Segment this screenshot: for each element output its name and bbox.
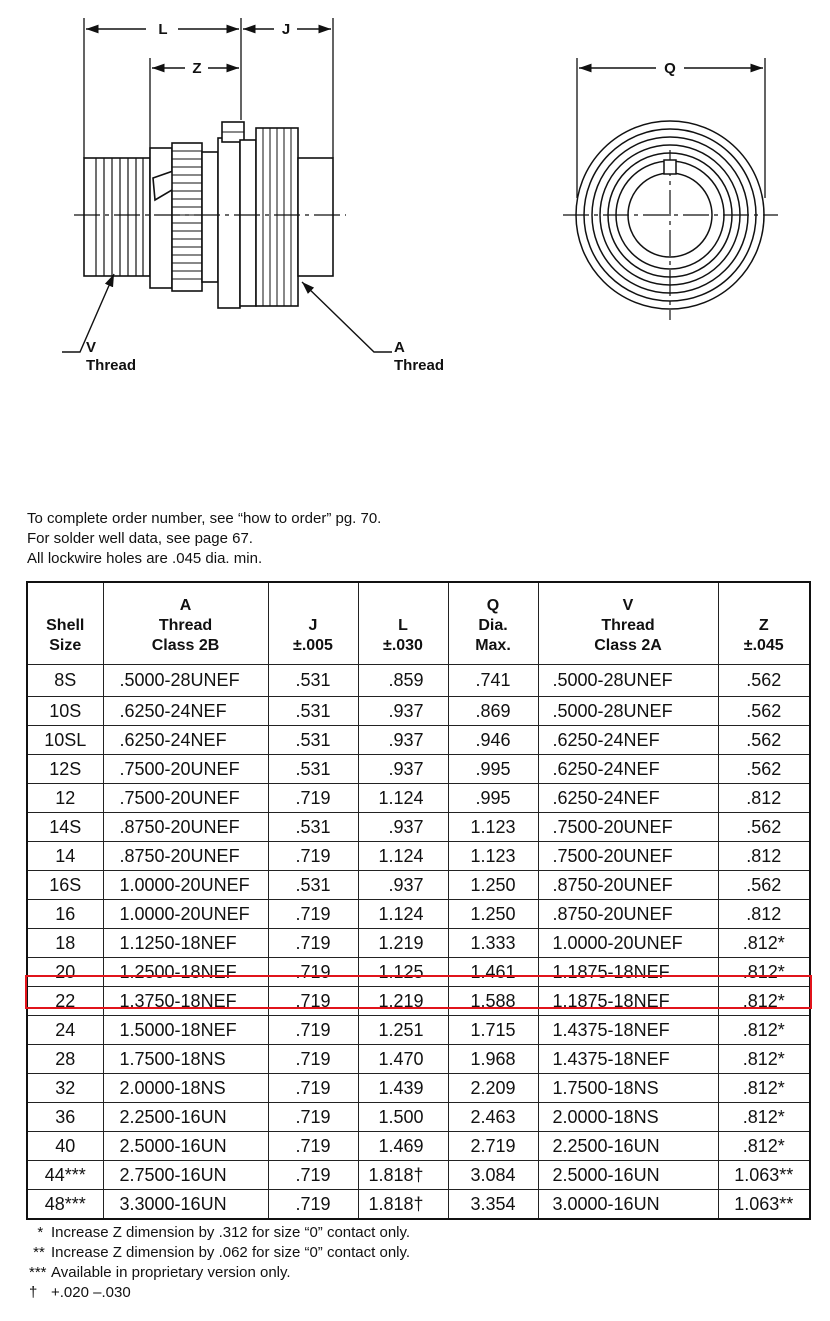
cell-q-dia: .995 <box>448 784 538 813</box>
footnote <box>29 1223 410 1243</box>
connector-drawing <box>0 0 830 470</box>
cell-shell-size: 12S <box>27 755 103 784</box>
header-line: J <box>308 617 318 634</box>
cell-shell-size: 48*** <box>27 1190 103 1220</box>
cell-a-thread: .6250-24NEF <box>103 726 268 755</box>
cell-z: .562 <box>718 697 810 726</box>
cell-l: 1.818† <box>358 1161 448 1190</box>
cell-shell-size: 18 <box>27 929 103 958</box>
footnote <box>29 1283 410 1303</box>
cell-v-thread: .8750-20UNEF <box>538 871 718 900</box>
cell-q-dia: .946 <box>448 726 538 755</box>
callout-a-word: Thread <box>394 357 445 374</box>
dim-label-z: Z <box>192 60 202 77</box>
cell-a-thread: 2.5000-16UN <box>103 1132 268 1161</box>
header-line: Class 2A <box>594 637 662 654</box>
cell-v-thread: 1.7500-18NS <box>538 1074 718 1103</box>
table-header <box>27 582 810 665</box>
cell-j: .719 <box>268 1045 358 1074</box>
cell-v-thread: .7500-20UNEF <box>538 813 718 842</box>
cell-v-thread: 1.0000-20UNEF <box>538 929 718 958</box>
cell-l: 1.818† <box>358 1190 448 1220</box>
cell-j: .531 <box>268 697 358 726</box>
table-row <box>27 1074 810 1103</box>
table-row <box>27 1016 810 1045</box>
cell-v-thread: 2.0000-18NS <box>538 1103 718 1132</box>
cell-q-dia: 1.715 <box>448 1016 538 1045</box>
cell-a-thread: 1.0000-20UNEF <box>103 900 268 929</box>
header-shell-size <box>27 582 103 665</box>
cell-a-thread: 1.7500-18NS <box>103 1045 268 1074</box>
table-row <box>27 842 810 871</box>
cell-v-thread: 2.2500-16UN <box>538 1132 718 1161</box>
cell-v-thread: 1.1875-18NEF <box>538 987 718 1016</box>
cell-q-dia: 1.968 <box>448 1045 538 1074</box>
footnote-symbol: * <box>29 1224 44 1241</box>
header-a-thread <box>103 582 268 665</box>
header-line: Z <box>758 617 769 634</box>
footnote-symbol: ** <box>29 1244 45 1261</box>
cell-shell-size: 14 <box>27 842 103 871</box>
header-row <box>27 582 810 665</box>
cell-z: .812 <box>718 842 810 871</box>
cell-q-dia: 1.123 <box>448 842 538 871</box>
cell-z: .562 <box>718 665 810 697</box>
callout-v-letter: V <box>86 339 97 356</box>
cell-q-dia: .995 <box>448 755 538 784</box>
header-v-thread <box>538 582 718 665</box>
cell-z: .812* <box>718 1132 810 1161</box>
footnote-symbol: † <box>29 1284 38 1301</box>
cell-q-dia: 1.250 <box>448 871 538 900</box>
cell-l: .937 <box>358 755 448 784</box>
cell-q-dia: 2.463 <box>448 1103 538 1132</box>
cell-j: .719 <box>268 987 358 1016</box>
cell-a-thread: 1.3750-18NEF <box>103 987 268 1016</box>
cell-v-thread: 1.1875-18NEF <box>538 958 718 987</box>
cell-shell-size: 16 <box>27 900 103 929</box>
header-line: L <box>398 617 408 634</box>
cell-q-dia: 1.123 <box>448 813 538 842</box>
table-row <box>27 1161 810 1190</box>
cell-z: .812 <box>718 784 810 813</box>
cell-shell-size: 8S <box>27 665 103 697</box>
cell-z: .812* <box>718 1016 810 1045</box>
cell-a-thread: .7500-20UNEF <box>103 755 268 784</box>
cell-z: .812* <box>718 1074 810 1103</box>
cell-v-thread: .7500-20UNEF <box>538 842 718 871</box>
cell-j: .719 <box>268 842 358 871</box>
cell-v-thread: .6250-24NEF <box>538 726 718 755</box>
cell-v-thread: .6250-24NEF <box>538 755 718 784</box>
cell-z: .812* <box>718 929 810 958</box>
cell-a-thread: .6250-24NEF <box>103 697 268 726</box>
cell-q-dia: 1.250 <box>448 900 538 929</box>
cell-z: .812* <box>718 987 810 1016</box>
cell-a-thread: 2.2500-16UN <box>103 1103 268 1132</box>
cell-shell-size: 28 <box>27 1045 103 1074</box>
cell-a-thread: .7500-20UNEF <box>103 784 268 813</box>
cell-shell-size: 24 <box>27 1016 103 1045</box>
note-line: All lockwire holes are .045 dia. min. <box>27 550 263 567</box>
header-z <box>718 582 810 665</box>
cell-j: .719 <box>268 1074 358 1103</box>
cell-v-thread: 3.0000-16UN <box>538 1190 718 1220</box>
header-line: Thread <box>158 617 213 634</box>
cell-l: 1.469 <box>358 1132 448 1161</box>
cell-l: 1.124 <box>358 900 448 929</box>
header-l <box>358 582 448 665</box>
cell-j: .719 <box>268 900 358 929</box>
header-line: Thread <box>601 617 655 634</box>
header-line: ±.005 <box>293 637 333 654</box>
table-row <box>27 929 810 958</box>
cell-v-thread: .6250-24NEF <box>538 784 718 813</box>
header-j <box>268 582 358 665</box>
table-row <box>27 755 810 784</box>
table-row <box>27 813 810 842</box>
cell-z: .812* <box>718 958 810 987</box>
cell-q-dia: 1.461 <box>448 958 538 987</box>
cell-z: .562 <box>718 871 810 900</box>
cell-shell-size: 16S <box>27 871 103 900</box>
cell-v-thread: 1.4375-18NEF <box>538 1016 718 1045</box>
cell-j: .531 <box>268 755 358 784</box>
cell-l: 1.124 <box>358 842 448 871</box>
cell-q-dia: 1.333 <box>448 929 538 958</box>
header-line: Q <box>486 597 500 614</box>
cell-shell-size: 36 <box>27 1103 103 1132</box>
cell-a-thread: 3.3000-16UN <box>103 1190 268 1220</box>
header-line: Class 2B <box>151 637 220 654</box>
cell-shell-size: 10S <box>27 697 103 726</box>
cell-a-thread: 1.5000-18NEF <box>103 1016 268 1045</box>
footnotes <box>29 1223 410 1303</box>
footnote-text: Increase Z dimension by .312 for size “0” contact only. <box>51 1224 411 1241</box>
cell-a-thread: 1.2500-18NEF <box>103 958 268 987</box>
cell-l: .859 <box>358 665 448 697</box>
cell-j: .531 <box>268 665 358 697</box>
cell-v-thread: .8750-20UNEF <box>538 900 718 929</box>
footnote-symbol: *** <box>29 1264 47 1281</box>
cell-l: 1.500 <box>358 1103 448 1132</box>
callout-v-word: Thread <box>86 357 137 374</box>
cell-v-thread: .5000-28UNEF <box>538 665 718 697</box>
cell-shell-size: 14S <box>27 813 103 842</box>
cell-shell-size: 12 <box>27 784 103 813</box>
cell-shell-size: 22 <box>27 987 103 1016</box>
cell-l: 1.125 <box>358 958 448 987</box>
cell-z: .812* <box>718 1103 810 1132</box>
order-notes <box>27 509 381 569</box>
cell-a-thread: 1.0000-20UNEF <box>103 871 268 900</box>
cell-l: .937 <box>358 726 448 755</box>
table-row <box>27 987 810 1016</box>
table-row <box>27 958 810 987</box>
header-line: Size <box>49 637 82 654</box>
cell-shell-size: 20 <box>27 958 103 987</box>
cell-j: .719 <box>268 1190 358 1220</box>
cell-j: .531 <box>268 871 358 900</box>
cell-l: .937 <box>358 697 448 726</box>
footnote <box>29 1263 410 1283</box>
note-line: For solder well data, see page 67. <box>27 530 253 547</box>
header-line: ±.030 <box>383 637 423 654</box>
cell-l: .937 <box>358 813 448 842</box>
callout-a-letter: A <box>394 339 405 356</box>
footnote-text: Available in proprietary version only. <box>51 1264 291 1281</box>
cell-j: .531 <box>268 726 358 755</box>
cell-z: .812* <box>718 1045 810 1074</box>
cell-j: .531 <box>268 813 358 842</box>
cell-q-dia: 2.209 <box>448 1074 538 1103</box>
cell-q-dia: .869 <box>448 697 538 726</box>
footnote-text: +.020 –.030 <box>51 1284 131 1301</box>
cell-l: 1.470 <box>358 1045 448 1074</box>
cell-j: .719 <box>268 1161 358 1190</box>
cell-a-thread: 1.1250-18NEF <box>103 929 268 958</box>
cell-a-thread: .8750-20UNEF <box>103 813 268 842</box>
cell-l: .937 <box>358 871 448 900</box>
note-line: To complete order number, see “how to order” pg. 70. <box>27 510 382 527</box>
dim-label-j: J <box>281 21 291 38</box>
table-row <box>27 871 810 900</box>
cell-q-dia: .741 <box>448 665 538 697</box>
cell-a-thread: 2.0000-18NS <box>103 1074 268 1103</box>
cell-l: 1.219 <box>358 929 448 958</box>
cell-v-thread: 1.4375-18NEF <box>538 1045 718 1074</box>
table-row <box>27 1045 810 1074</box>
table-row <box>27 726 810 755</box>
dim-label-q: Q <box>664 60 676 77</box>
cell-shell-size: 10SL <box>27 726 103 755</box>
header-line: ±.045 <box>743 637 784 654</box>
cell-j: .719 <box>268 929 358 958</box>
cell-j: .719 <box>268 1132 358 1161</box>
header-q-dia <box>448 582 538 665</box>
table-row <box>27 665 810 697</box>
cell-z: .562 <box>718 726 810 755</box>
header-line: A <box>179 597 192 614</box>
cell-a-thread: .5000-28UNEF <box>103 665 268 697</box>
cell-j: .719 <box>268 784 358 813</box>
cell-shell-size: 44*** <box>27 1161 103 1190</box>
cell-shell-size: 32 <box>27 1074 103 1103</box>
cell-j: .719 <box>268 1103 358 1132</box>
footnote <box>29 1243 410 1263</box>
cell-q-dia: 2.719 <box>448 1132 538 1161</box>
cell-l: 1.124 <box>358 784 448 813</box>
table-row <box>27 697 810 726</box>
cell-l: 1.219 <box>358 987 448 1016</box>
dimension-table <box>26 581 811 1220</box>
dimension-lines <box>86 29 763 68</box>
header-line: Shell <box>46 617 85 634</box>
dim-label-l: L <box>158 21 168 38</box>
cell-v-thread: 2.5000-16UN <box>538 1161 718 1190</box>
cell-z: .562 <box>718 813 810 842</box>
cell-q-dia: 3.354 <box>448 1190 538 1220</box>
table-body <box>27 665 810 1220</box>
header-line: Dia. <box>478 617 508 634</box>
table-row <box>27 784 810 813</box>
cell-j: .719 <box>268 958 358 987</box>
cell-shell-size: 40 <box>27 1132 103 1161</box>
cell-l: 1.251 <box>358 1016 448 1045</box>
cell-v-thread: .5000-28UNEF <box>538 697 718 726</box>
table-row <box>27 900 810 929</box>
table-row <box>27 1190 810 1220</box>
footnote-text: Increase Z dimension by .062 for size “0” contact only. <box>51 1244 411 1261</box>
cell-z: .562 <box>718 755 810 784</box>
header-line: V <box>622 597 634 614</box>
cell-a-thread: .8750-20UNEF <box>103 842 268 871</box>
cell-l: 1.439 <box>358 1074 448 1103</box>
cell-q-dia: 3.084 <box>448 1161 538 1190</box>
table-row <box>27 1132 810 1161</box>
cell-z: 1.063** <box>718 1190 810 1220</box>
cell-j: .719 <box>268 1016 358 1045</box>
cell-a-thread: 2.7500-16UN <box>103 1161 268 1190</box>
cell-z: 1.063** <box>718 1161 810 1190</box>
cell-q-dia: 1.588 <box>448 987 538 1016</box>
header-line: Max. <box>475 637 511 654</box>
cell-z: .812 <box>718 900 810 929</box>
table-row <box>27 1103 810 1132</box>
